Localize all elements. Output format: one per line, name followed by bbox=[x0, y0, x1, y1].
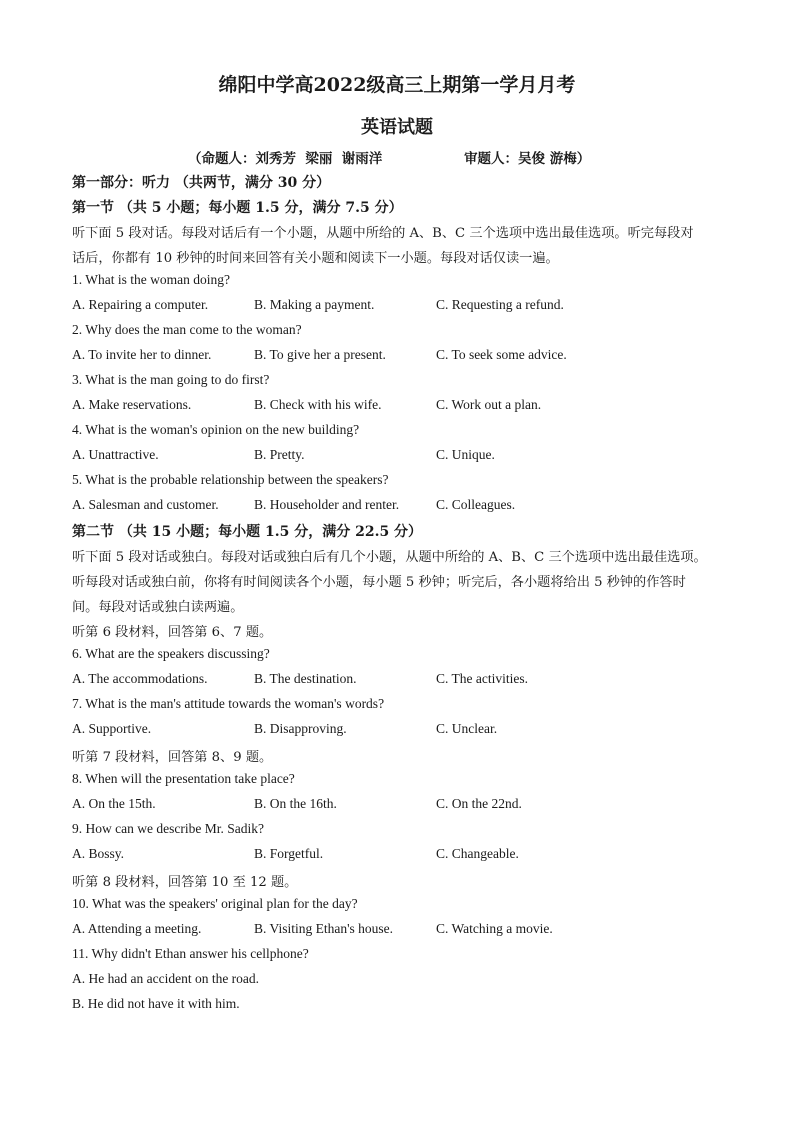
question-4: 4. What is the woman's opinion on the new building? bbox=[72, 422, 360, 437]
material-7-label: 听第 7 段材料，回答第 8、9 题。 bbox=[72, 750, 273, 765]
option-c: C. On the 22nd. bbox=[436, 796, 522, 811]
option-b: B. Making a payment. bbox=[254, 297, 375, 312]
option-b: B. Disapproving. bbox=[254, 721, 347, 736]
option-a: A. Bossy. bbox=[72, 846, 125, 861]
option-b: B. On the 16th. bbox=[254, 796, 337, 811]
question-9: 9. How can we describe Mr. Sadik? bbox=[72, 821, 264, 836]
option-a: A. Repairing a computer. bbox=[72, 297, 209, 312]
option-a: A. Salesman and customer. bbox=[72, 497, 219, 512]
material-8-label: 听第 8 段材料，回答第 10 至 12 题。 bbox=[72, 875, 298, 890]
option-b: B. Householder and renter. bbox=[254, 497, 400, 512]
option-a: A. Make reservations. bbox=[72, 397, 192, 412]
question-8: 8. When will the presentation take place? bbox=[72, 771, 295, 786]
option-b: B. Pretty. bbox=[254, 447, 305, 462]
question-11: 11. Why didn't Ethan answer his cellphone? bbox=[72, 946, 309, 961]
exam-subtitle: 英语试题 bbox=[361, 117, 433, 138]
option-a: A. Unattractive. bbox=[72, 447, 159, 462]
option-b: B. Visiting Ethan's house. bbox=[254, 921, 394, 936]
section1-heading: 第一节 （共 5 小题；每小题 1.5 分，满分 7.5 分） bbox=[72, 200, 403, 216]
material-6-label: 听第 6 段材料，回答第 6、7 题。 bbox=[72, 625, 273, 640]
question-5: 5. What is the probable relationship between the speakers? bbox=[72, 472, 389, 487]
question-7: 7. What is the man's attitude towards the woman's words? bbox=[72, 696, 385, 711]
option-a: A. Attending a meeting. bbox=[72, 921, 202, 936]
option-c: C. Unique. bbox=[436, 447, 495, 462]
option-b: B. Forgetful. bbox=[254, 846, 324, 861]
option-a: A. Supportive. bbox=[72, 721, 152, 736]
option-c: C. The activities. bbox=[436, 671, 528, 686]
option-c: C. Work out a plan. bbox=[436, 397, 542, 412]
question-3: 3. What is the man going to do first? bbox=[72, 372, 270, 387]
option-b: B. To give her a present. bbox=[254, 347, 386, 362]
section2-heading: 第二节 （共 15 小题；每小题 1.5 分，满分 22.5 分） bbox=[72, 524, 423, 540]
option-a: A. The accommodations. bbox=[72, 671, 208, 686]
option-c: C. To seek some advice. bbox=[436, 347, 567, 362]
option-b: B. He did not have it with him. bbox=[72, 996, 240, 1011]
option-c: C. Watching a movie. bbox=[436, 921, 553, 936]
section1-instructions-1: 听下面 5 段对话。每段对话后有一个小题，从题中所给的 A、B、C 三个选项中选出最佳选项。听完每段对 bbox=[72, 226, 694, 241]
reviewers: 审题人：吴俊 游梅） bbox=[464, 151, 591, 167]
option-c: C. Requesting a refund. bbox=[436, 297, 564, 312]
question-2: 2. Why does the man come to the woman? bbox=[72, 322, 302, 337]
option-c: C. Colleagues. bbox=[436, 497, 516, 512]
option-a: A. He had an accident on the road. bbox=[72, 971, 260, 986]
authors: （命题人：刘秀芳 梁丽 谢雨洋 bbox=[188, 151, 383, 167]
question-1: 1. What is the woman doing? bbox=[72, 272, 230, 287]
section2-instructions-1: 听下面 5 段对话或独白。每段对话或独白后有几个小题，从题中所给的 A、B、C 三个选项中选出最佳选项。 bbox=[72, 550, 707, 565]
section2-instructions-2: 听每段对话或独白前，你将有时间阅读各个小题，每小题 5 秒钟；听完后，各小题将给出 5 秒钟的作答时 bbox=[72, 575, 686, 590]
section1-instructions-2: 话后，你都有 10 秒钟的时间来回答有关小题和阅读下一小题。每段对话仅读一遍。 bbox=[72, 251, 559, 266]
exam-title: 绵阳中学高2022级高三上期第一学月月考 bbox=[218, 74, 576, 96]
option-c: C. Unclear. bbox=[436, 721, 498, 736]
option-b: B. Check with his wife. bbox=[254, 397, 382, 412]
option-c: C. Changeable. bbox=[436, 846, 519, 861]
question-6: 6. What are the speakers discussing? bbox=[72, 646, 270, 661]
option-b: B. The destination. bbox=[254, 671, 357, 686]
option-a: A. On the 15th. bbox=[72, 796, 156, 811]
part1-heading: 第一部分：听力 （共两节，满分 30 分） bbox=[72, 175, 331, 191]
section2-instructions-3: 间。每段对话或独白读两遍。 bbox=[72, 600, 244, 615]
option-a: A. To invite her to dinner. bbox=[72, 347, 212, 362]
question-10: 10. What was the speakers' original plan for the day? bbox=[72, 896, 358, 911]
